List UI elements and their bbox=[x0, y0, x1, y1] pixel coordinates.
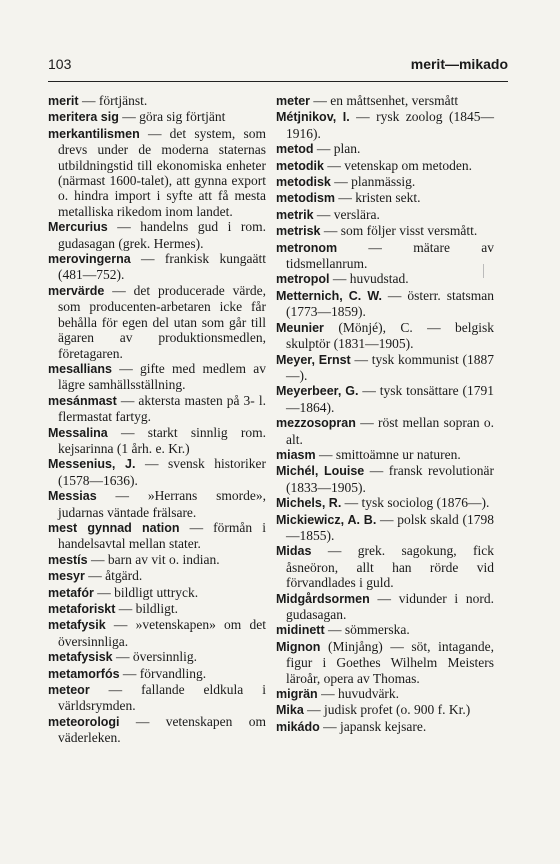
entry-definition: — sömmerska. bbox=[324, 622, 410, 638]
dictionary-entry bbox=[276, 207, 494, 223]
entry-definition: — plan. bbox=[313, 141, 361, 157]
entry-definition: — en måttsenhet, versmått bbox=[310, 93, 459, 108]
entry-definition: — kristen sekt. bbox=[335, 190, 421, 206]
dictionary-entry bbox=[48, 520, 266, 552]
entry-definition: — förmån i handelsavtal mellan stater. bbox=[58, 519, 266, 552]
entry-term: metrisk bbox=[276, 224, 321, 239]
entry-term: migrän bbox=[276, 687, 318, 702]
dictionary-entry bbox=[276, 463, 494, 495]
entry-definition: — handelns gud i rom. gudasagan (grek. Hermes). bbox=[58, 219, 266, 251]
dictionary-entry bbox=[48, 666, 266, 682]
entry-term: mesyr bbox=[48, 569, 85, 584]
entry-definition: — polsk skald (1798—1855). bbox=[286, 511, 494, 543]
entry-term: Mickiewicz, A. B. bbox=[276, 512, 377, 527]
dictionary-entry bbox=[48, 251, 266, 283]
entry-definition: — mätare av tidsmellanrum. bbox=[286, 239, 494, 272]
entry-term: metropol bbox=[276, 272, 330, 287]
dictionary-entry bbox=[276, 190, 494, 206]
entry-term: Messenius, J. bbox=[48, 457, 136, 472]
dictionary-entry bbox=[48, 649, 266, 665]
entry-term: metronom bbox=[276, 240, 338, 255]
entry-definition: — förvandling. bbox=[119, 665, 207, 681]
entry-definition: — huvudvärk. bbox=[317, 686, 400, 702]
entry-term: metodik bbox=[276, 158, 324, 173]
dictionary-entry bbox=[276, 702, 494, 718]
entry-term: Messalina bbox=[48, 425, 108, 440]
entry-term: Midgårdsormen bbox=[276, 591, 370, 606]
entry-definition: (Minjång) — söt, intagande, figur i Goethes Wilhelm Meisters läroår, opera av Thomas. bbox=[286, 638, 494, 686]
entry-definition: — göra sig förtjänt bbox=[118, 109, 226, 125]
entry-term: mikádo bbox=[276, 719, 320, 734]
entry-term: meteorologi bbox=[48, 714, 120, 729]
entry-definition: — vidunder i nord. gudasagan. bbox=[286, 590, 494, 622]
entry-term: mesallians bbox=[48, 361, 112, 376]
entry-term: metaforiskt bbox=[48, 602, 116, 616]
entry-definition: — gifte med medlem av lägre samhällsställning. bbox=[58, 360, 266, 393]
entry-definition: — tysk sociolog (1876—). bbox=[341, 495, 490, 511]
dictionary-entry bbox=[48, 617, 266, 649]
entry-term: Mercurius bbox=[48, 220, 108, 235]
entry-definition: — grek. sagokung, fick åsneöron, allt han rörde vid förvandlades i guld. bbox=[286, 543, 494, 591]
entry-term: meter bbox=[276, 94, 311, 108]
entry-definition: — bildligt. bbox=[115, 601, 179, 616]
entry-term: Michels, R. bbox=[276, 496, 342, 511]
entry-term: metod bbox=[276, 142, 314, 157]
entry-term: metodism bbox=[276, 191, 336, 206]
entry-term: metafór bbox=[48, 585, 94, 600]
header-rule bbox=[48, 81, 508, 82]
dictionary-entry bbox=[276, 288, 494, 320]
entry-term: Metternich, C. W. bbox=[276, 288, 382, 303]
dictionary-entry bbox=[48, 456, 266, 488]
dictionary-entry bbox=[276, 686, 494, 702]
dictionary-entry bbox=[276, 543, 494, 590]
entry-term: mervärde bbox=[48, 283, 105, 298]
dictionary-entry bbox=[276, 512, 494, 544]
dictionary-entry bbox=[48, 682, 266, 714]
entry-definition: — judisk profet (o. 900 f. Kr.) bbox=[303, 702, 471, 718]
dictionary-entry bbox=[48, 219, 266, 251]
entry-definition: — förtjänst. bbox=[78, 93, 148, 108]
dictionary-entry bbox=[48, 552, 266, 568]
left-column bbox=[48, 93, 266, 746]
dictionary-entry bbox=[276, 415, 494, 447]
entry-definition: — »vetenskapen» om det översinnliga. bbox=[58, 617, 266, 649]
entry-term: mezzosopran bbox=[276, 416, 356, 431]
entry-definition: — aktersta masten på 3- l. flermastat fartyg. bbox=[58, 392, 266, 425]
entry-term: midinett bbox=[276, 623, 325, 638]
running-head: merit—mikado bbox=[410, 56, 508, 72]
dictionary-entry bbox=[48, 361, 266, 393]
entry-definition: — det producerade värde, som producenten-arbetaren icke får behålla för egen del utan som går till ägaren av produktionsmedlen, företagaren. bbox=[58, 282, 266, 361]
entry-definition: — verslära. bbox=[313, 206, 380, 222]
dictionary-entry bbox=[276, 639, 494, 686]
entry-term: Meyer, Ernst bbox=[276, 352, 351, 367]
entry-term: merovingerna bbox=[48, 252, 131, 267]
entry-term: metrik bbox=[276, 207, 314, 222]
dictionary-entry bbox=[48, 393, 266, 425]
entry-term: mestís bbox=[48, 552, 88, 567]
entry-definition: — »Herrans smorde», judarnas väntade frälsare. bbox=[58, 488, 266, 520]
dictionary-entry bbox=[276, 622, 494, 638]
margin-mark bbox=[483, 264, 484, 278]
entry-term: meritera sig bbox=[48, 110, 119, 125]
dictionary-entry bbox=[276, 719, 494, 735]
dictionary-entry bbox=[276, 158, 494, 174]
entry-term: meteor bbox=[48, 683, 90, 698]
entry-term: miasm bbox=[276, 447, 316, 462]
dictionary-entry bbox=[276, 320, 494, 352]
dictionary-entry bbox=[276, 223, 494, 239]
entry-definition: — fallande eldkula i världsrymden. bbox=[58, 682, 266, 714]
entry-definition: — smittoämne ur naturen. bbox=[315, 446, 461, 462]
dictionary-entry bbox=[48, 585, 266, 601]
page-number: 103 bbox=[48, 56, 72, 72]
dictionary-entry bbox=[48, 109, 266, 125]
dictionary-entry bbox=[48, 568, 266, 584]
entry-definition: — vetenskapen om väderleken. bbox=[58, 713, 266, 746]
entry-definition: — fransk revolutionär (1833—1905). bbox=[286, 463, 494, 495]
dictionary-entry bbox=[276, 240, 494, 272]
entry-definition: — frankisk kungaätt (481—752). bbox=[58, 251, 266, 283]
entry-term: Messias bbox=[48, 489, 97, 504]
dictionary-entry bbox=[48, 425, 266, 457]
dictionary-entry bbox=[276, 383, 494, 415]
entry-term: Meunier bbox=[276, 320, 324, 335]
entry-term: Mignon bbox=[276, 639, 321, 654]
entry-definition: — starkt sinnlig rom. kejsarinna (1 årh. e. Kr.) bbox=[58, 424, 266, 456]
right-column bbox=[276, 93, 494, 735]
dictionary-entry bbox=[276, 352, 494, 384]
dictionary-entry bbox=[48, 601, 266, 617]
entry-term: Michél, Louise bbox=[276, 464, 365, 479]
entry-term: metamorfós bbox=[48, 666, 120, 681]
entry-term: metafysisk bbox=[48, 650, 113, 665]
entry-term: Mika bbox=[276, 703, 304, 718]
entry-definition: — åtgärd. bbox=[84, 568, 143, 584]
dictionary-entry bbox=[276, 141, 494, 157]
entry-definition: — planmässig. bbox=[330, 174, 416, 190]
entry-term: merit bbox=[48, 94, 79, 108]
dictionary-entry bbox=[276, 495, 494, 511]
entry-definition: — bildligt uttryck. bbox=[93, 584, 199, 600]
entry-definition: — rysk zoolog (1845—1916). bbox=[286, 109, 494, 141]
entry-term: mest gynnad nation bbox=[48, 520, 180, 535]
dictionary-entry bbox=[276, 447, 494, 463]
entry-definition: — barn av vit o. indian. bbox=[87, 551, 220, 567]
entry-term: merkantilismen bbox=[48, 126, 140, 141]
entry-definition: — österr. statsman (1773—1859). bbox=[286, 287, 494, 320]
entry-definition: (Mönjé), C. — belgisk skulptör (1831—1905). bbox=[286, 319, 494, 352]
entry-term: Midas bbox=[276, 544, 312, 559]
dictionary-entry bbox=[48, 714, 266, 746]
dictionary-entry bbox=[276, 109, 494, 141]
dictionary-entry bbox=[276, 591, 494, 623]
entry-term: Métjnikov, I. bbox=[276, 110, 350, 125]
entry-definition: — tysk tonsättare (1791—1864). bbox=[286, 383, 494, 415]
entry-definition: — tysk kommunist (1887—). bbox=[286, 351, 495, 383]
dictionary-entry bbox=[276, 93, 494, 109]
dictionary-entry bbox=[48, 488, 266, 520]
entry-definition: — vetenskap om metoden. bbox=[323, 157, 473, 173]
page-header bbox=[48, 56, 508, 76]
entry-term: mesánmast bbox=[48, 393, 117, 408]
entry-term: metafysik bbox=[48, 618, 106, 633]
entry-definition: — huvudstad. bbox=[329, 271, 409, 287]
entry-definition: — japansk kejsare. bbox=[319, 718, 427, 734]
entry-term: metodisk bbox=[276, 175, 331, 190]
entry-term: Meyerbeer, G. bbox=[276, 384, 359, 399]
entry-definition: — svensk historiker (1578—1636). bbox=[58, 456, 266, 488]
dictionary-entry bbox=[276, 174, 494, 190]
dictionary-entry bbox=[48, 283, 266, 361]
dictionary-entry bbox=[276, 271, 494, 287]
dictionary-entry bbox=[48, 126, 266, 219]
entry-definition: — röst mellan sopran o. alt. bbox=[286, 415, 494, 447]
entry-definition: — som följer visst versmått. bbox=[320, 223, 478, 239]
entry-definition: — det system, som drevs under de moderna staternas utbildningstid till ekonomiska enheter (närmast 1600-talet), att gynna export o. hindra import i syfte att få mesta metalliska rikedom inom landet. bbox=[58, 125, 266, 219]
entry-definition: — översinnlig. bbox=[112, 649, 197, 665]
dictionary-entry bbox=[48, 93, 266, 109]
